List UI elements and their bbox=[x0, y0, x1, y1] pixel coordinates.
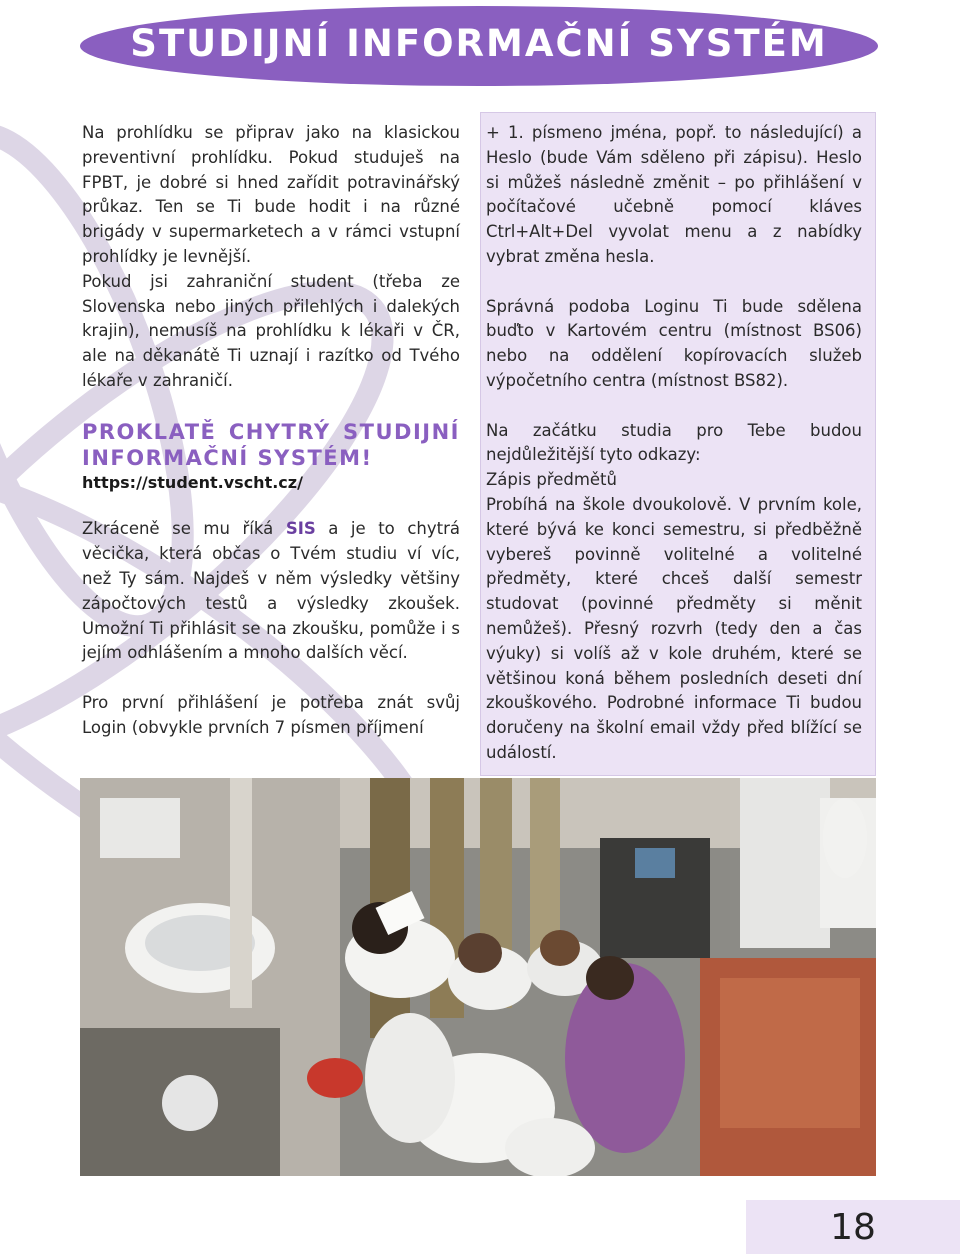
sis-description-start: Zkráceně se mu říká bbox=[82, 519, 286, 539]
paragraph-course-registration: Probíhá na škole dvoukolově. V prvním kole, které bývá ke konci semestru, si předběžně vybereš povinně volitelné a volitelné předměty, které chceš další semestr studovat (povinné předměty si měnit nemůžeš). Přesný rozvrh (tedy den a čas výuky) si volíš až v kole druhém, které se většinou koná během posledních deseti dní zkouškového. Podrobné informace Ti budou doručeny na školní email vždy před blížící se událostí. bbox=[486, 494, 862, 762]
left-text-column bbox=[82, 121, 460, 741]
right-info-panel bbox=[480, 112, 876, 776]
paragraph-login-password: + 1. písmeno jména, popř. to následující) a Heslo (bude Vám sděleno při zápisu). Heslo si můžeš následně změnit – po přihlášení v počítačové učebně pomocí kláves Ctrl+Alt+Del vyvolat menu a z nabídky vybrat změna hesla. bbox=[486, 123, 862, 266]
sis-url-link[interactable]: https://student.vscht.cz/ bbox=[82, 472, 303, 492]
sis-abbreviation: SIS bbox=[285, 519, 316, 539]
section-heading: PROKLATĚ CHYTRÝ STUDIJNÍ INFORMAČNÍ SYSTÉM! bbox=[82, 419, 460, 470]
paragraph-important-links-intro: Na začátku studia pro Tebe budou nejdůležitější tyto odkazy: bbox=[486, 420, 862, 465]
page-title: STUDIJNÍ INFORMAČNÍ SYSTÉM bbox=[130, 21, 828, 65]
paragraph-medical-check: Na prohlídku se připrav jako na klasickou preventivní prohlídku. Pokud studuješ na FPBT, je dobré si hned zařídit potravinářský průkaz. Ten se Ti bude hodit i na různé brigády v supermarketech a v rámci vstupní prohlídky je levnější. bbox=[82, 123, 460, 266]
lab-students-photo bbox=[80, 778, 876, 1176]
paragraph-sis-description bbox=[82, 517, 460, 666]
paragraph-login-location: Správná podoba Loginu Ti bude sdělena buďto v Kartovém centru (místnost BS06) nebo na oddělení kopírovacích služeb výpočetního centra (místnost BS82). bbox=[486, 296, 862, 390]
paragraph-foreign-student: Pokud jsi zahraniční student (třeba ze Slovenska nebo jiných přilehlých i dalekých krajin), nemusíš na prohlídku k lékaři v ČR, ale na děkanátě Ti uznají i razítko od Tvého lékaře v zahraničí. bbox=[82, 271, 460, 390]
page-number: 18 bbox=[830, 1206, 876, 1248]
course-registration-title: Zápis předmětů bbox=[486, 470, 617, 490]
sis-description-end: a je to chytrá věcička, která občas o Tvém studiu ví víc, než Ty sám. Najdeš v něm výsledky většiny zápočtových testů a výsledky zkoušek. Umožní Ti přihlásit se na zkoušku, pomůže i s jejím odhlášením a mnoho dalších věcí. bbox=[82, 519, 460, 663]
header-banner bbox=[80, 6, 878, 86]
page-number-box bbox=[746, 1200, 960, 1254]
paragraph-first-login: Pro první přihlášení je potřeba znát svůj Login (obvykle prvních 7 písmen příjmení bbox=[82, 692, 460, 737]
